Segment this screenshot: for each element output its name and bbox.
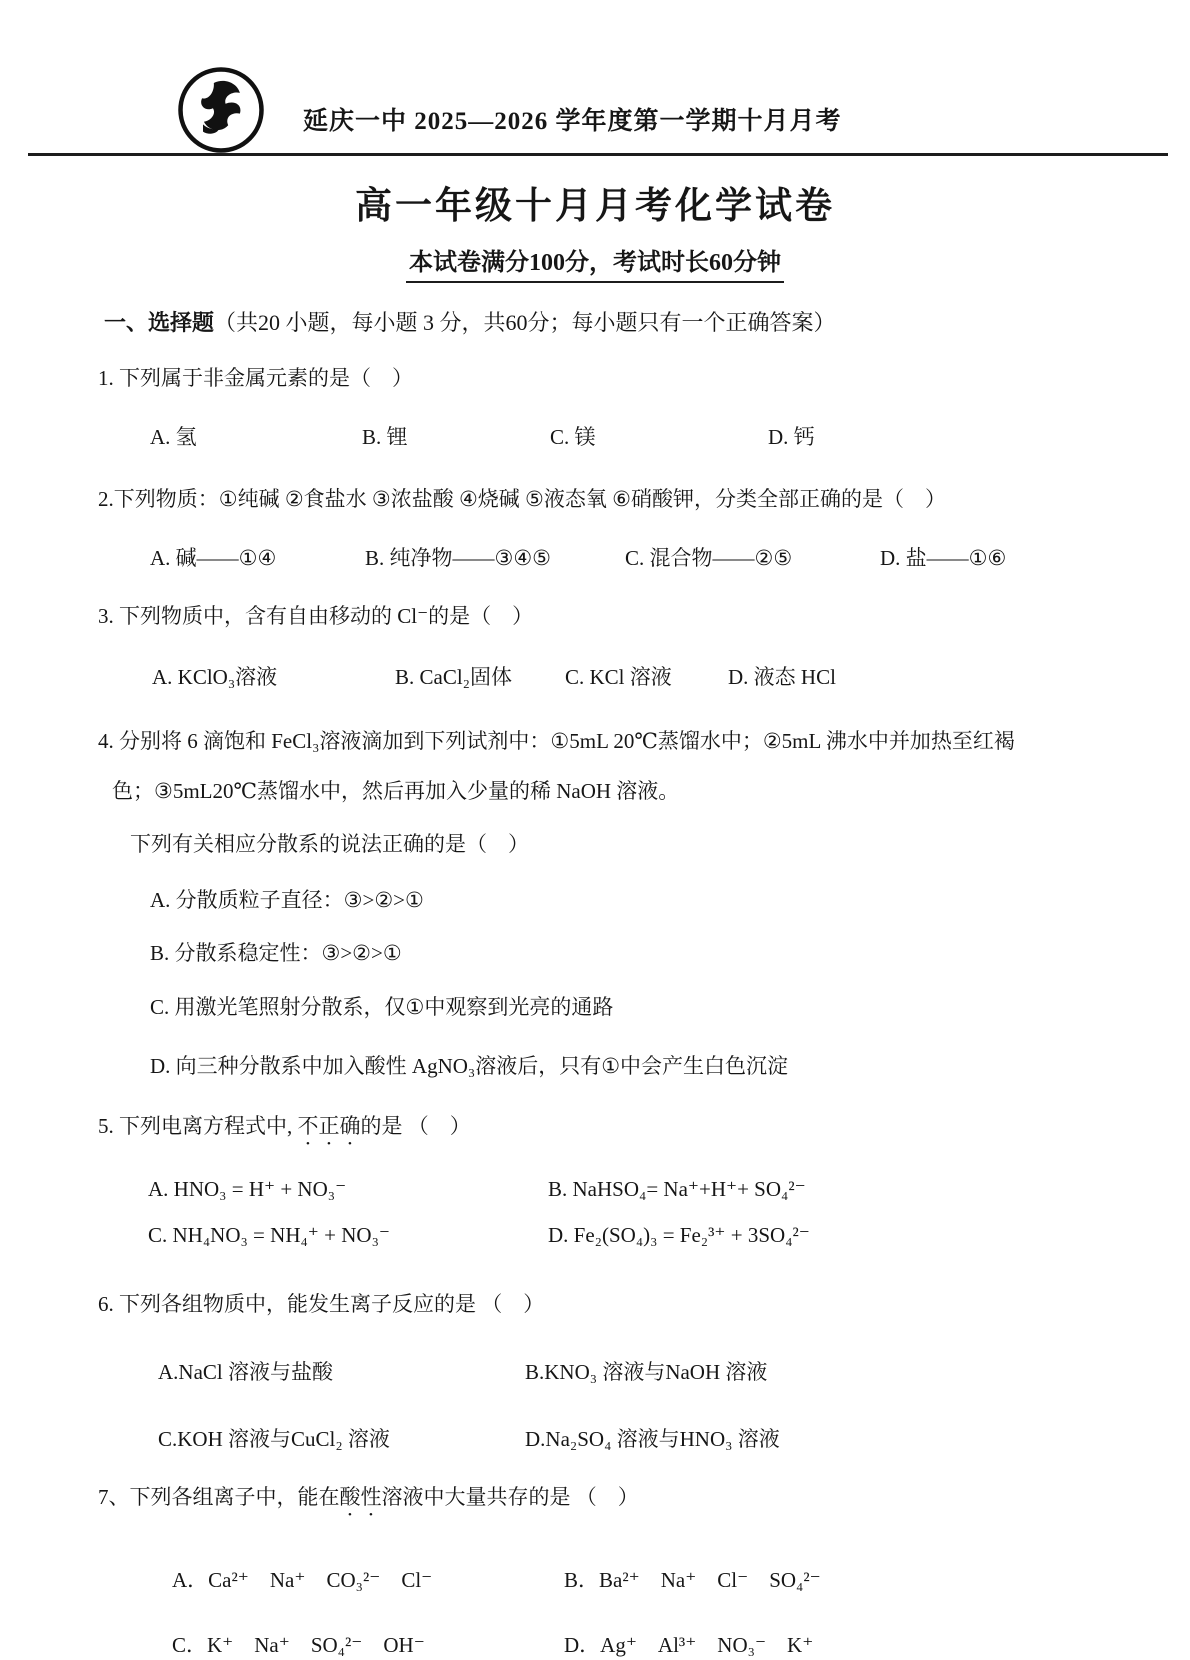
question-6-option-d: D.Na₂SO₄ 溶液与HNO₃ 溶液 — [525, 1426, 780, 1451]
question-5-option-a: A. HNO₃ = H⁺ + NO₃⁻ — [148, 1177, 347, 1202]
question-4-stem-line2: 色；③5mL20℃蒸馏水中，然后再加入少量的稀 NaOH 溶液。 — [112, 779, 680, 804]
question-3-stem: 3. 下列物质中，含有自由移动的 Cl⁻的是（ ） — [98, 604, 534, 629]
question-5-options-row2 — [0, 1220, 1190, 1250]
question-4-option-d: D. 向三种分散系中加入酸性 AgNO₃溶液后，只有①中会产生白色沉淀 — [150, 1053, 789, 1078]
question-6-option-a: A.NaCl 溶液与盐酸 — [158, 1360, 333, 1385]
question-2 — [0, 484, 1190, 573]
question-1-option-b: B. 锂 — [362, 424, 408, 449]
question-2-options — [0, 543, 1190, 573]
question-6-options-row2 — [0, 1424, 1190, 1454]
paper-header — [0, 0, 1190, 158]
question-2-option-a: A. 碱——①④ — [150, 545, 277, 570]
question-7-option-d: D．Ag⁺ Al³⁺ NO₃⁻ K⁺ — [564, 1632, 814, 1657]
question-3-option-a: A. KClO₃溶液 — [152, 664, 278, 689]
question-6-stem: 6. 下列各组物质中，能发生离子反应的是 （ ） — [98, 1291, 545, 1316]
question-4-option-b: B. 分散系稳定性：③>②>① — [150, 940, 402, 965]
question-6 — [0, 1289, 1190, 1454]
question-7-option-b: B．Ba²⁺ Na⁺ Cl⁻ SO₄²⁻ — [564, 1568, 821, 1593]
question-5-option-b: B. NaHSO₄= Na⁺+H⁺+ SO₄²⁻ — [548, 1177, 806, 1202]
question-1-option-a: A. 氢 — [150, 424, 197, 449]
question-3 — [0, 601, 1190, 692]
question-5-option-c: C. NH₄NO₃ = NH₄⁺ + NO₃⁻ — [148, 1223, 390, 1248]
question-7-stem — [0, 1482, 1190, 1521]
question-5 — [0, 1111, 1190, 1251]
paper-subtitle-row — [0, 246, 1190, 284]
question-7-option-c: C．K⁺ Na⁺ SO₄²⁻ OH⁻ — [172, 1632, 425, 1657]
question-3-option-b: B. CaCl₂固体 — [395, 664, 512, 689]
section-description: （共20 小题，每小题 3 分，共60分；每小题只有一个正确答案） — [214, 310, 836, 336]
question-7-option-a: A．Ca²⁺ Na⁺ CO₃²⁻ Cl⁻ — [172, 1568, 433, 1593]
question-5-stem-emphasis: 不正确 — [297, 1114, 361, 1139]
paper-subtitle: 本试卷满分100分，考试时长60分钟 — [406, 246, 784, 284]
question-3-option-d: D. 液态 HCl — [728, 664, 836, 689]
question-6-options-row1 — [0, 1357, 1190, 1387]
section-heading — [0, 307, 1190, 339]
question-4-option-c: C. 用激光笔照射分散系，仅①中观察到光亮的通路 — [150, 995, 614, 1020]
question-7-stem-post: 溶液中大量共存的是 （ ） — [381, 1485, 639, 1510]
question-3-option-c: C. KCl 溶液 — [565, 664, 672, 689]
question-1-option-c: C. 镁 — [550, 424, 596, 449]
question-1 — [0, 363, 1190, 452]
question-1-options — [0, 422, 1190, 452]
question-7 — [0, 1482, 1190, 1660]
question-6-option-b: B.KNO₃ 溶液与NaOH 溶液 — [525, 1360, 768, 1385]
question-1-option-d: D. 钙 — [768, 424, 815, 449]
question-7-options-row1 — [0, 1565, 1190, 1595]
question-5-stem-post: 的是 （ ） — [360, 1114, 471, 1139]
school-header-text: 延庆一中 2025—2026 学年度第一学期十月月考 — [303, 108, 842, 135]
question-5-stem-pre: 5. 下列电离方程式中, — [98, 1114, 298, 1139]
question-7-stem-emphasis: 酸性 — [339, 1485, 382, 1510]
question-5-options-row1 — [0, 1174, 1190, 1204]
header-divider — [28, 153, 1168, 156]
section-label: 一、选择题 — [104, 310, 215, 336]
question-5-option-d: D. Fe₂(SO₄)₃ = Fe₂³⁺ + 3SO₄²⁻ — [548, 1223, 810, 1248]
question-4 — [0, 726, 1190, 1081]
question-2-option-c: C. 混合物——②⑤ — [625, 545, 793, 570]
question-4-stem-line3: 下列有关相应分散系的说法正确的是（ ） — [130, 831, 529, 856]
question-4-stem-line1: 4. 分别将 6 滴饱和 FeCl₃溶液滴加到下列试剂中：①5mL 20℃蒸馏水中；②5mL 沸水中并加热至红褐 — [98, 728, 1015, 753]
question-3-options — [0, 662, 1190, 692]
question-6-option-c: C.KOH 溶液与CuCl₂ 溶液 — [158, 1426, 390, 1451]
question-2-option-d: D. 盐——①⑥ — [880, 545, 1007, 570]
question-7-stem-pre: 7、下列各组离子中，能在 — [98, 1485, 340, 1510]
question-5-stem — [0, 1111, 1190, 1150]
question-4-option-a: A. 分散质粒子直径：③>②>① — [150, 888, 424, 913]
question-7-options-row2 — [0, 1630, 1190, 1660]
paper-title: 高一年级十月月考化学试卷 — [355, 186, 835, 227]
question-1-stem: 1. 下列属于非金属元素的是（ ） — [98, 366, 413, 391]
question-2-option-b: B. 纯净物——③④⑤ — [365, 545, 551, 570]
school-seal-icon — [176, 64, 266, 156]
question-2-stem: 2.下列物质：①纯碱 ②食盐水 ③浓盐酸 ④烧碱 ⑤液态氧 ⑥硝酸钾，分类全部正确的是（ ） — [98, 487, 946, 512]
